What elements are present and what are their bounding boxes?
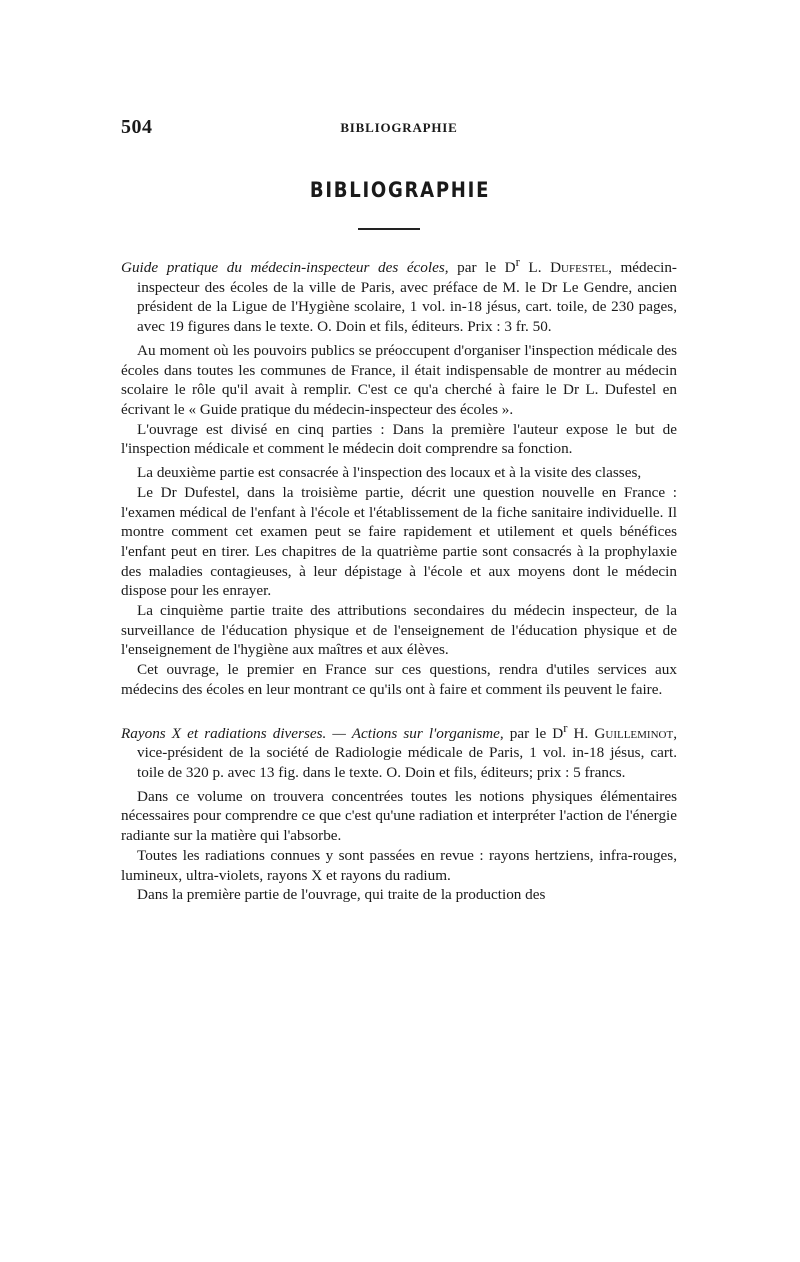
section-title: BIBLIOGRAPHIE [309, 178, 491, 202]
entry-2-author-initial: H. [567, 724, 595, 742]
entry-2-heading [121, 719, 677, 783]
entry-2-paragraph: Toutes les radiations connues y sont passées en revue : rayons hertziens, infra-rouges, lumineux, ultra-violets, rayons X et rayons du radium. [121, 846, 677, 884]
entry-1-paragraph: Au moment où les pouvoirs publics se préoccupent d'organiser l'inspection médicale des écoles dans toutes les communes de France, il était indispensable de montrer au médecin scolaire le rôle qu'il avait à remplir. C'est ce qu'a cherché à faire le Dr L. Dufestel en écrivant le « Guide pratique du médecin-inspecteur des écoles ». [121, 341, 677, 418]
entry-2-title: Rayons X et radiations diverses. — Actions sur l'organisme [121, 724, 500, 742]
entry-2-paragraph: Dans la première partie de l'ouvrage, qui traite de la production des [137, 886, 546, 904]
entry-1-author-sup: r [515, 255, 520, 269]
entry-1-author-name: Dufestel [550, 259, 609, 277]
entry-1-title: Guide pratique du médecin-inspecteur des écoles [121, 259, 445, 277]
entry-2-details: , vice-président de la société de Radiologie médicale de Paris, 1 vol. in-18 jésus, cart. toile de 320 p. avec 13 fig. dans le texte. O. Doin et fils, éditeurs; prix : 5 francs. [137, 724, 677, 781]
entry-1-paragraph: La deuxième partie est consacrée à l'inspection des locaux et à la visite des classes, [137, 464, 642, 482]
page-number: 504 [121, 116, 153, 138]
entry-1-author-initial: L. [519, 259, 551, 277]
running-header [121, 116, 677, 140]
entry-2-paragraph: Dans ce volume on trouvera concentrées toutes les notions physiques élémentaires nécessaires pour comprendre ce que c'est qu'une radiation et interpréter l'action de l'énergie radiante sur la matière qui l'absorbe. [121, 787, 677, 845]
running-title: BIBLIOGRAPHIE [340, 120, 458, 135]
entry-1-paragraph: La cinquième partie traite des attributions secondaires du médecin inspecteur, de la surveillance de l'éducation physique et de l'enseignement de l'éducation physique et de l'enseignement de l'hygiène aux maîtres et aux élèves. [121, 602, 677, 659]
entry-1-paragraph: Le Dr Dufestel, dans la troisième partie, décrit une question nouvelle en France : l'examen médical de l'enfant à l'école et l'établissement de la fiche sanitaire individuelle. Il montre comment cet examen peut se faire rapidement et utilement et quels bénéfices l'enfant peut en tirer. Les chapitres de la quatrième partie sont consacrés à la prophylaxie des maladies contagieuses, à leur dépistage à l'école et aux moyens dont le médecin dispose pour les enrayer. [121, 483, 677, 600]
entry-2-author-name: Guilleminot [594, 724, 674, 742]
entry-1-paragraph: L'ouvrage est divisé en cinq parties : Dans la première l'auteur expose le but de l'inspection médicale et comment le médecin doit comprendre sa fonction. [121, 420, 677, 458]
entry-1-paragraph: Cet ouvrage, le premier en France sur ces questions, rendra d'utiles services aux médecins des écoles en leur montrant ce qu'ils ont à faire et comment ils peuvent le faire. [121, 661, 677, 698]
entry-1-heading [121, 253, 677, 337]
bibliography-content [121, 253, 677, 905]
entry-2-author-prefix: , par le D [499, 724, 564, 742]
entry-1-details: , médecin-inspecteur des écoles de la ville de Paris, avec préface de M. le Dr Le Gendre, ancien président de la Ligue de l'Hygiène scolaire, 1 vol. in-18 jésus, cart. toile, de 230 pages, avec 19 figures dans le texte. O. Doin et fils, éditeurs. Prix : 3 fr. 50. [137, 259, 677, 336]
title-rule [358, 228, 420, 230]
entry-1-author-prefix: , par le D [444, 259, 516, 277]
entry-2-author-sup: r [563, 720, 568, 735]
